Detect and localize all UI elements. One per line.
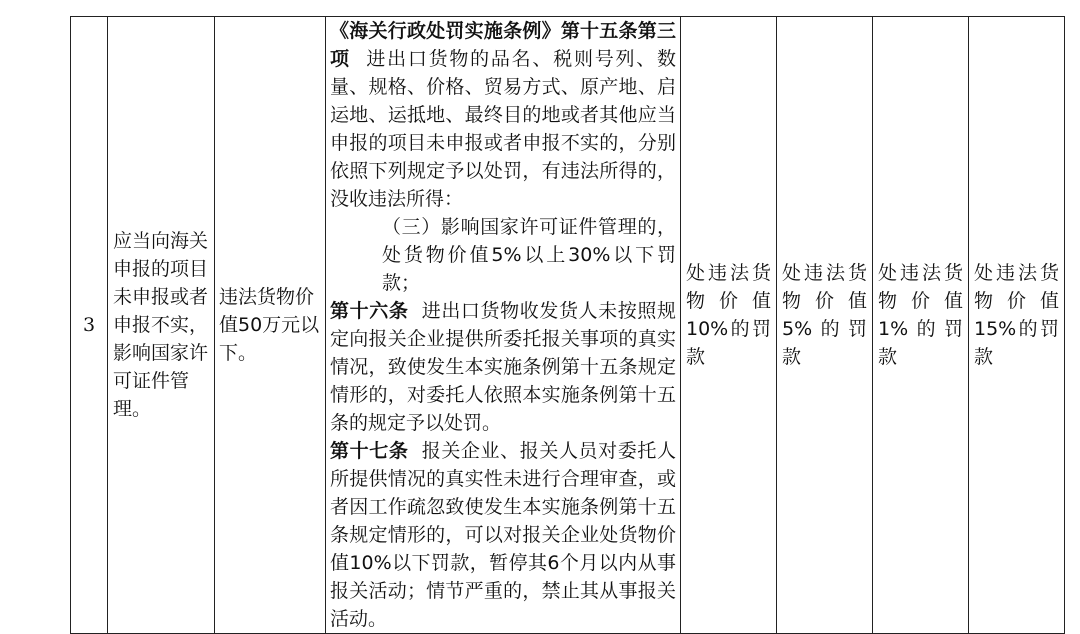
article-15	[330, 17, 676, 213]
penalty-text-4: 处违法货物价值15%的罚款	[974, 262, 1059, 368]
penalty-cell-1	[681, 17, 777, 634]
penalty-text-3: 处违法货物价值1%的罚款	[878, 262, 963, 368]
violation-item	[108, 17, 215, 634]
article-16-body: 进出口货物收发货人未按照规定向报关企业提供所委托报关事项的真实情况，致使发生本实施条例第十五条规定情形的，对委托人依照本实施条例第十五条的规定予以处罚。	[330, 300, 676, 434]
article-17	[330, 437, 676, 633]
article-17-body: 报关企业、报关人员对委托人所提供情况的真实性未进行合理审查，或者因工作疏忽致使发生本实施条例第十五条规定情形的，可以对报关企业处货物价值10%以下罚款，暂停其6个月以内从事报关活动；情节严重的，禁止其从事报关活动。	[330, 440, 676, 630]
violation-condition-text: 违法货物价值50万元以下。	[219, 286, 320, 364]
penalty-cell-3	[873, 17, 969, 634]
penalty-text-1: 处违法货物价值10%的罚款	[686, 262, 771, 368]
table-row	[71, 17, 1065, 634]
violation-condition	[215, 17, 326, 634]
violation-item-text: 应当向海关申报的项目未申报或者申报不实，影响国家许可证件管理。	[113, 230, 209, 420]
row-index: 3	[71, 17, 108, 634]
article-15-subitem-text: （三）影响国家许可证件管理的，处货物价值5%以上30%以下罚款；	[382, 216, 676, 294]
article-16-title: 第十六条	[330, 300, 409, 322]
article-16	[330, 297, 676, 437]
penalty-cell-4	[969, 17, 1065, 634]
article-15-title: 《海关行政处罚实施条例》第十五条第三项	[330, 20, 676, 70]
penalty-table	[70, 16, 1065, 634]
penalty-text-2: 处违法货物价值5%的罚款	[782, 262, 867, 368]
article-17-title: 第十七条	[330, 440, 409, 462]
article-15-subitem	[330, 213, 676, 297]
penalty-cell-2	[777, 17, 873, 634]
legal-basis	[326, 17, 681, 634]
article-15-body: 进出口货物的品名、税则号列、数量、规格、价格、贸易方式、原产地、启运地、运抵地、最终目的地或者其他应当申报的项目未申报或者申报不实的，分别依照下列规定予以处罚，有违法所得的，没收违法所得：	[330, 48, 676, 210]
